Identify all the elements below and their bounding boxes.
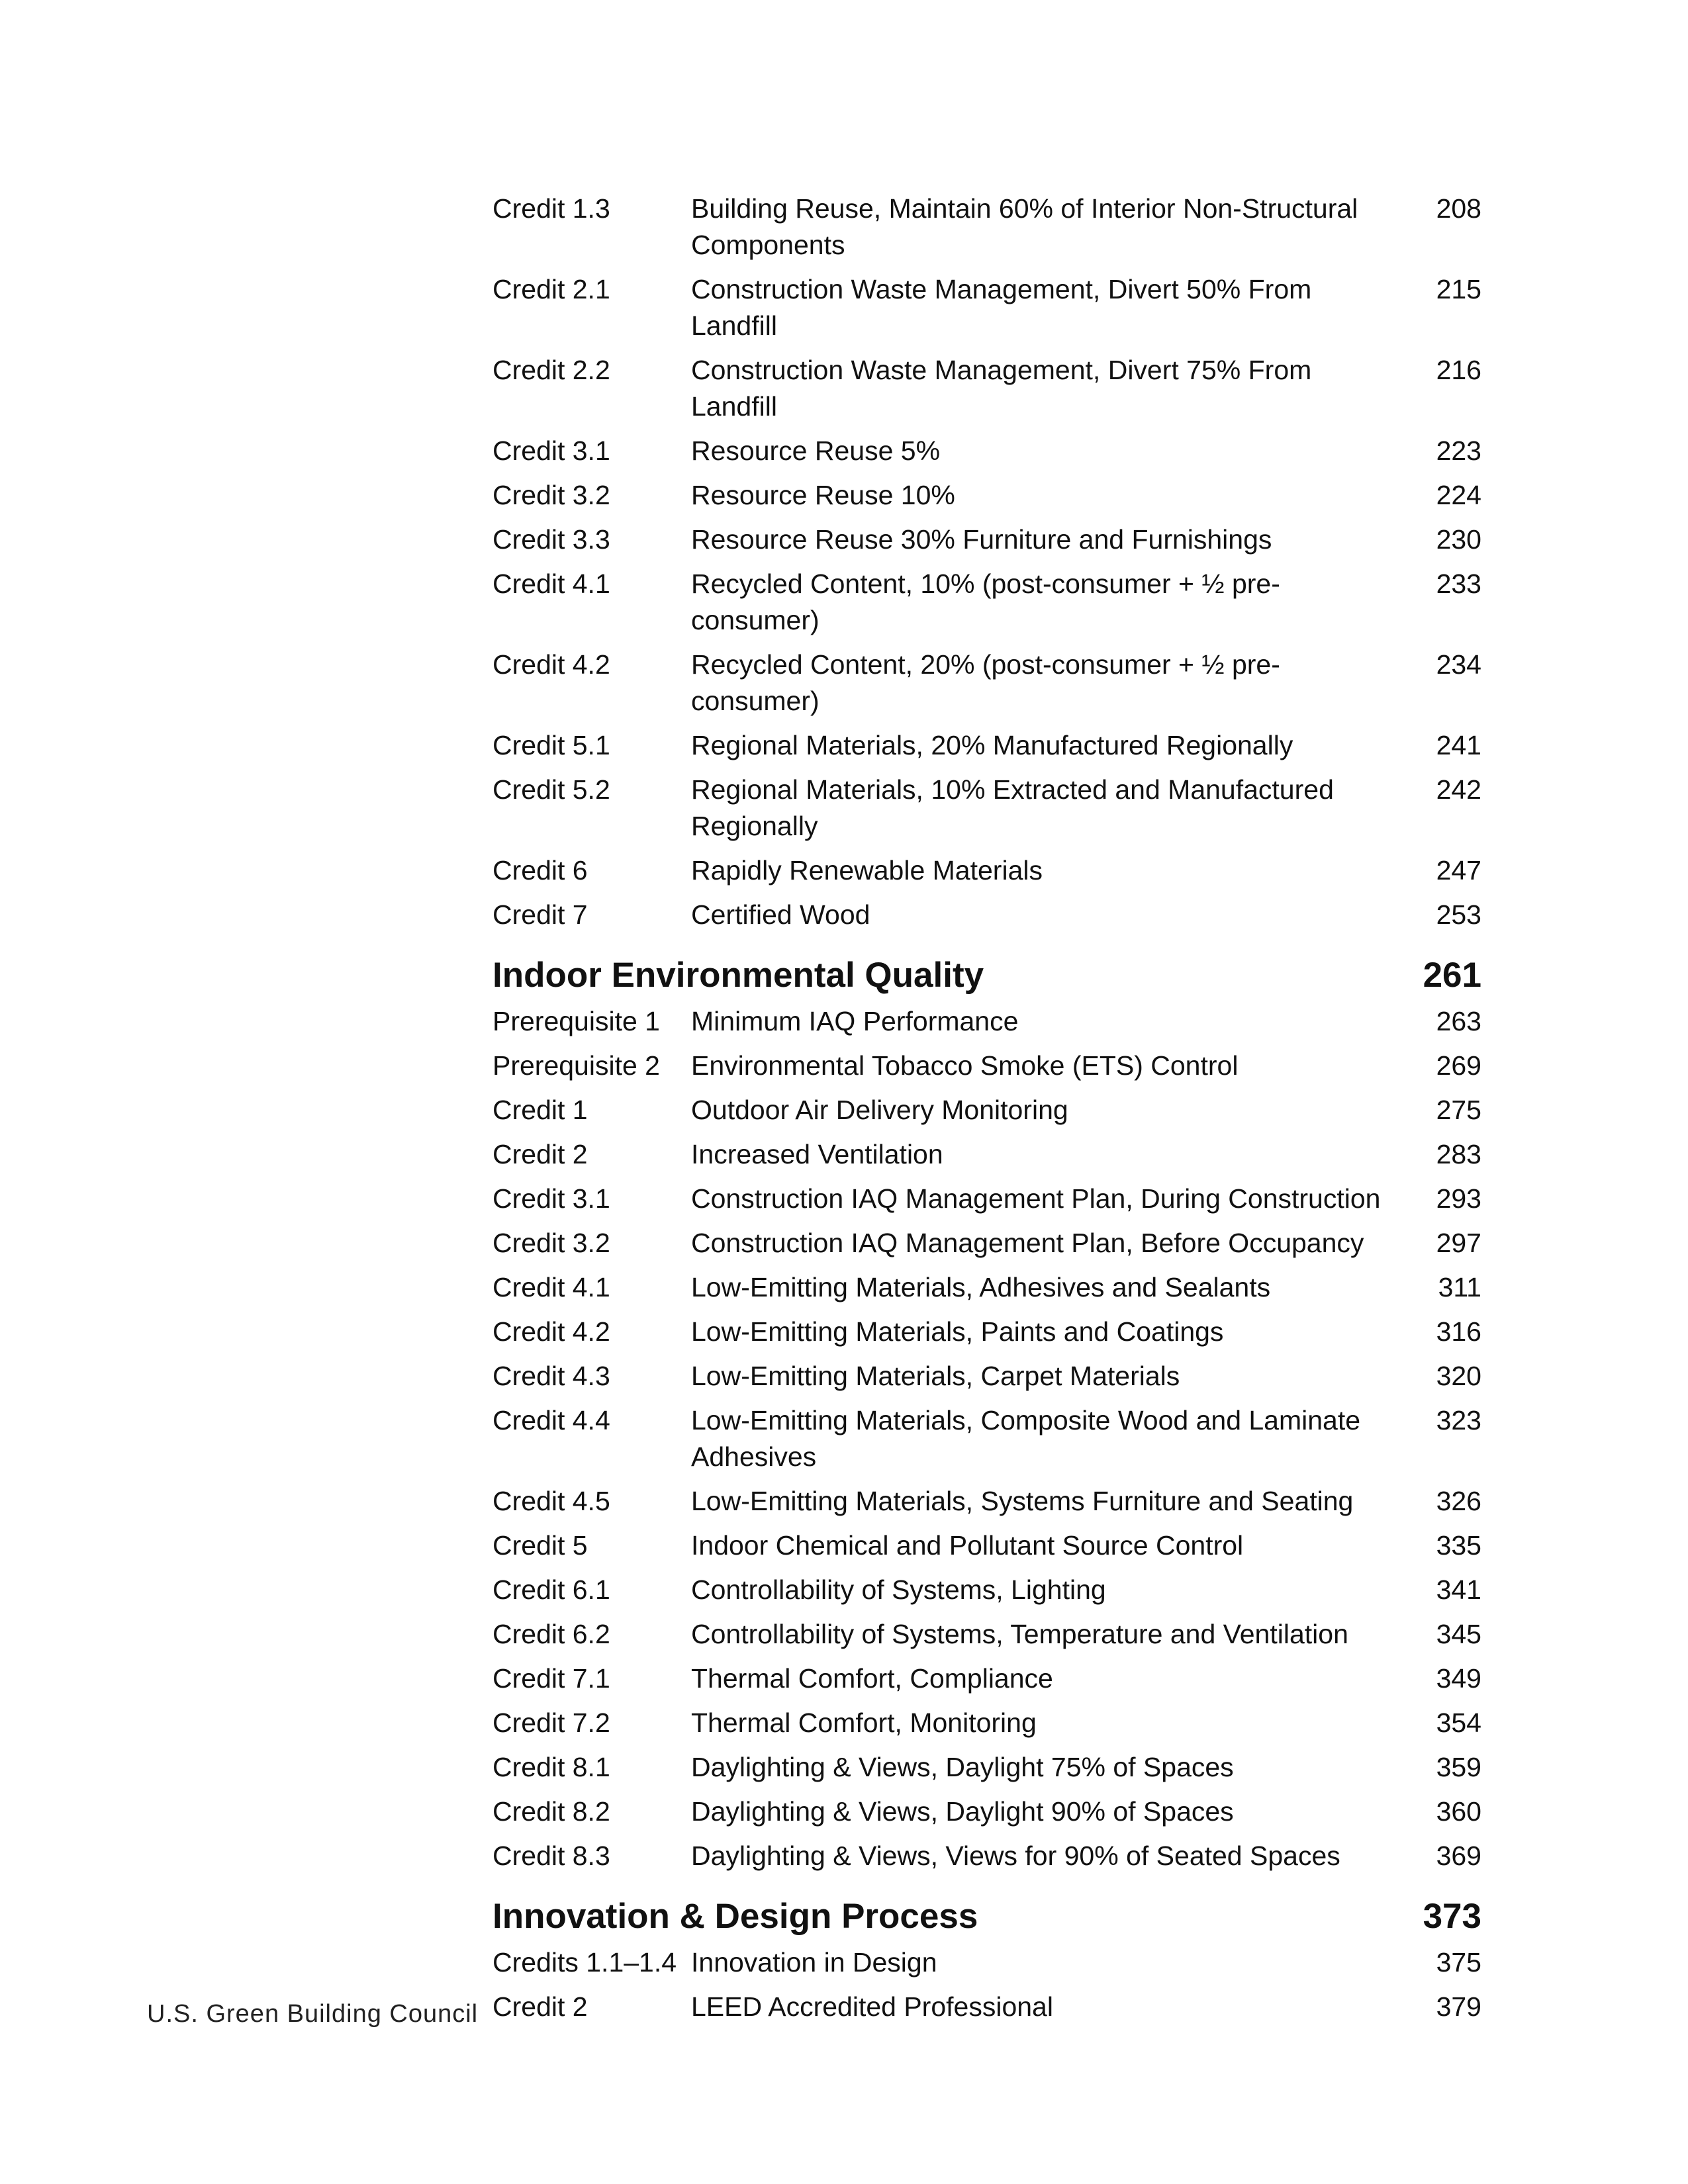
- entry-title: Low-Emitting Materials, Paints and Coatings: [691, 1316, 1224, 1347]
- toc-entry: [492, 1479, 1481, 1524]
- entry-title: Daylighting & Views, Views for 90% of Seated Spaces: [691, 1841, 1340, 1871]
- toc-entry: [492, 1265, 1481, 1310]
- toc-entry: [492, 768, 1481, 848]
- entry-label: Credit 1: [492, 1095, 588, 1125]
- toc-entry: [492, 1834, 1481, 1878]
- toc-entry: [492, 723, 1481, 768]
- entry-label: Credit 7: [492, 899, 588, 930]
- entry-label: Credit 5: [492, 1530, 588, 1561]
- toc-entry: [492, 1132, 1481, 1177]
- entry-label: Credit 8.2: [492, 1796, 610, 1827]
- entry-page-number: 233: [1436, 569, 1481, 599]
- entry-page-number: 275: [1436, 1095, 1481, 1125]
- toc-entry: [492, 1221, 1481, 1265]
- entry-label: Prerequisite 2: [492, 1050, 660, 1081]
- toc-entry: [492, 429, 1481, 473]
- entry-title: Construction Waste Management, Divert 50% From Landfill: [691, 274, 1312, 341]
- entry-page-number: 320: [1436, 1361, 1481, 1391]
- entry-label: Credit 8.1: [492, 1752, 610, 1782]
- entry-page-number: 311: [1438, 1272, 1481, 1302]
- entry-title: Resource Reuse 5%: [691, 435, 941, 466]
- entry-title: Recycled Content, 10% (post-consumer + ½ pre-consumer): [691, 569, 1280, 635]
- entry-label: Credit 3.3: [492, 524, 610, 555]
- entry-title: Certified Wood: [691, 899, 870, 930]
- entry-page-number: 253: [1436, 899, 1481, 930]
- entry-label: Credit 4.4: [492, 1405, 610, 1435]
- entry-label: Credit 3.1: [492, 1183, 610, 1214]
- entry-page-number: 223: [1436, 435, 1481, 466]
- table-of-contents: [492, 187, 1481, 2029]
- entry-page-number: 375: [1436, 1947, 1481, 1978]
- entry-title: Daylighting & Views, Daylight 90% of Spaces: [691, 1796, 1234, 1827]
- entry-label: Credit 7.1: [492, 1663, 610, 1694]
- toc-entry: [492, 348, 1481, 429]
- entry-title: Regional Materials, 10% Extracted and Manufactured Regionally: [691, 774, 1334, 841]
- toc-entry: [492, 1310, 1481, 1354]
- entry-title: Rapidly Renewable Materials: [691, 855, 1043, 886]
- entry-label: Credit 5.2: [492, 774, 610, 805]
- entry-label: Credit 4.1: [492, 1272, 610, 1302]
- entry-page-number: 335: [1436, 1530, 1481, 1561]
- entry-page-number: 269: [1436, 1050, 1481, 1081]
- entry-page-number: 316: [1436, 1316, 1481, 1347]
- toc-entry: [492, 1568, 1481, 1612]
- footer-publisher: U.S. Green Building Council: [147, 2000, 479, 2028]
- entry-page-number: 234: [1436, 649, 1481, 680]
- toc-entry: [492, 1790, 1481, 1834]
- entry-page-number: 215: [1436, 274, 1481, 304]
- entry-label: Credit 7.2: [492, 1707, 610, 1738]
- entry-label: Credits 1.1–1.4: [492, 1947, 677, 1978]
- section-title: Innovation & Design Process: [492, 1897, 978, 1936]
- section-page-number: 373: [1423, 1897, 1481, 1936]
- toc-entry: [492, 1985, 1481, 2029]
- entry-page-number: 230: [1436, 524, 1481, 555]
- entry-title: Construction IAQ Management Plan, During Construction: [691, 1183, 1381, 1214]
- entry-page-number: 360: [1436, 1796, 1481, 1827]
- entry-label: Credit 4.2: [492, 649, 610, 680]
- entry-title: Low-Emitting Materials, Adhesives and Sealants: [691, 1272, 1271, 1302]
- entry-label: Credit 2: [492, 1139, 588, 1169]
- entry-page-number: 247: [1436, 855, 1481, 886]
- entry-label: Credit 2.1: [492, 274, 610, 304]
- entry-title: Minimum IAQ Performance: [691, 1006, 1019, 1036]
- entry-label: Credit 6.1: [492, 1574, 610, 1605]
- entry-title: Environmental Tobacco Smoke (ETS) Control: [691, 1050, 1239, 1081]
- toc-entry: [492, 1088, 1481, 1132]
- section-heading: [492, 1895, 1481, 1938]
- entry-label: Credit 4.5: [492, 1486, 610, 1516]
- entry-page-number: 323: [1436, 1405, 1481, 1435]
- entry-title: Construction IAQ Management Plan, Before Occupancy: [691, 1228, 1364, 1258]
- entry-page-number: 369: [1436, 1841, 1481, 1871]
- toc-entry: [492, 1524, 1481, 1568]
- toc-entry: [492, 1745, 1481, 1790]
- entry-label: Credit 4.2: [492, 1316, 610, 1347]
- entry-page-number: 349: [1436, 1663, 1481, 1694]
- toc-entry: [492, 999, 1481, 1044]
- toc-entry: [492, 1044, 1481, 1088]
- toc-entry: [492, 267, 1481, 348]
- entry-label: Credit 3.1: [492, 435, 610, 466]
- entry-page-number: 354: [1436, 1707, 1481, 1738]
- entry-title: LEED Accredited Professional: [691, 1991, 1053, 2022]
- entry-page-number: 341: [1436, 1574, 1481, 1605]
- entry-page-number: 297: [1436, 1228, 1481, 1258]
- entry-label: Credit 6.2: [492, 1619, 610, 1649]
- entry-label: Credit 5.1: [492, 730, 610, 760]
- toc-entry: [492, 1657, 1481, 1701]
- entry-title: Controllability of Systems, Temperature and Ventilation: [691, 1619, 1348, 1649]
- entry-label: Credit 3.2: [492, 1228, 610, 1258]
- toc-entry: [492, 562, 1481, 643]
- section-title: Indoor Environmental Quality: [492, 956, 984, 995]
- toc-entry: [492, 1398, 1481, 1479]
- toc-entry: [492, 518, 1481, 562]
- entry-title: Indoor Chemical and Pollutant Source Control: [691, 1530, 1244, 1561]
- entry-label: Credit 6: [492, 855, 588, 886]
- section-heading: [492, 954, 1481, 997]
- toc-entry: [492, 187, 1481, 267]
- entry-label: Credit 2.2: [492, 355, 610, 385]
- entry-page-number: 293: [1436, 1183, 1481, 1214]
- toc-entry: [492, 643, 1481, 723]
- toc-entry: [492, 1354, 1481, 1398]
- entry-label: Credit 4.3: [492, 1361, 610, 1391]
- entry-page-number: 379: [1436, 1991, 1481, 2022]
- entry-page-number: 224: [1436, 480, 1481, 510]
- entry-label: Credit 3.2: [492, 480, 610, 510]
- section-page-number: 261: [1423, 956, 1481, 995]
- entry-title: Low-Emitting Materials, Systems Furniture and Seating: [691, 1486, 1354, 1516]
- entry-page-number: 241: [1436, 730, 1481, 760]
- entry-title: Resource Reuse 30% Furniture and Furnishings: [691, 524, 1272, 555]
- entry-page-number: 208: [1436, 193, 1481, 224]
- entry-label: Credit 1.3: [492, 193, 610, 224]
- toc-entry: [492, 1612, 1481, 1657]
- entry-title: Construction Waste Management, Divert 75% From Landfill: [691, 355, 1312, 422]
- entry-label: Credit 4.1: [492, 569, 610, 599]
- entry-title: Controllability of Systems, Lighting: [691, 1574, 1106, 1605]
- entry-title: Regional Materials, 20% Manufactured Regionally: [691, 730, 1293, 760]
- entry-page-number: 242: [1436, 774, 1481, 805]
- toc-entry: [492, 1940, 1481, 1985]
- toc-entry: [492, 1177, 1481, 1221]
- entry-label: Credit 8.3: [492, 1841, 610, 1871]
- entry-title: Outdoor Air Delivery Monitoring: [691, 1095, 1068, 1125]
- entry-title: Thermal Comfort, Compliance: [691, 1663, 1053, 1694]
- toc-entry: [492, 1701, 1481, 1745]
- entry-title: Increased Ventilation: [691, 1139, 943, 1169]
- entry-page-number: 216: [1436, 355, 1481, 385]
- entry-page-number: 263: [1436, 1006, 1481, 1036]
- entry-page-number: 326: [1436, 1486, 1481, 1516]
- entry-title: Recycled Content, 20% (post-consumer + ½ pre-consumer): [691, 649, 1280, 716]
- entry-label: Prerequisite 1: [492, 1006, 660, 1036]
- toc-entry: [492, 473, 1481, 518]
- entry-label: Credit 2: [492, 1991, 588, 2022]
- entry-title: Daylighting & Views, Daylight 75% of Spaces: [691, 1752, 1234, 1782]
- entry-page-number: 345: [1436, 1619, 1481, 1649]
- entry-title: Innovation in Design: [691, 1947, 937, 1978]
- toc-sections: [492, 954, 1481, 2029]
- toc-entry: [492, 893, 1481, 937]
- entry-page-number: 359: [1436, 1752, 1481, 1782]
- entry-page-number: 283: [1436, 1139, 1481, 1169]
- materials-credits-list: [492, 187, 1481, 937]
- entry-title: Building Reuse, Maintain 60% of Interior Non-Structural Components: [691, 193, 1358, 260]
- entry-title: Resource Reuse 10%: [691, 480, 955, 510]
- entry-title: Thermal Comfort, Monitoring: [691, 1707, 1037, 1738]
- entry-title: Low-Emitting Materials, Composite Wood and Laminate Adhesives: [691, 1405, 1361, 1472]
- toc-entry: [492, 848, 1481, 893]
- entry-title: Low-Emitting Materials, Carpet Materials: [691, 1361, 1180, 1391]
